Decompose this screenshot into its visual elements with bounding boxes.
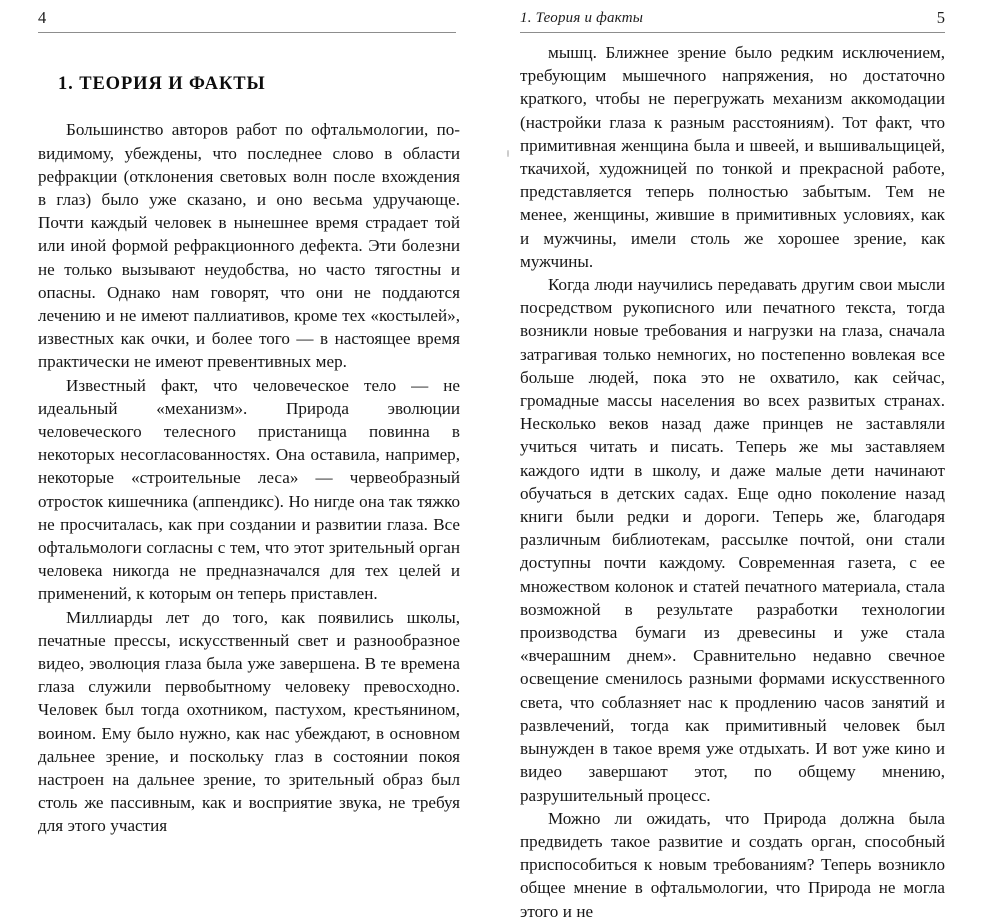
header-rule-right (520, 32, 945, 33)
paragraph: мышц. Ближнее зрение было редким исключением, требующим мышечного напряжения, но достаточно краткого, чтобы не перегружать механизм аккомодации (настройки глаза к разным расстояниям). Тот факт, что примитивная женщина была и швеей, и вышивальщицей, ткачихой, художницей по тонкой и прекрасной работе, представляется теперь полностью забытым. Тем не менее, женщины, жившие в примитивных условиях, как и мужчины, имели столь же хорошее зрение, как мужчины. (520, 43, 945, 271)
page-number-left: 4 (38, 8, 47, 27)
paragraph: Миллиарды лет до того, как появились школы, печатные прессы, искусственный свет и разнообразное видео, эволюция глаза была уже завершена. В те времена глаза служили первобытному человеку превосходно. Человек был тогда охотником, пастухом, крестьянином, воином. Ему было нужно, как нас убеждают, в основном дальнее зрение, и поскольку глаз в состоянии покоя настроен на дальнее зрение, то зрительный образ был столь же пассивным, как и восприятие звука, не требуя для этого участия (38, 607, 460, 836)
body-column-right (520, 41, 945, 923)
paragraph: Когда люди научились передавать другим свои мысли посредством рукописного или печатного текста, тогда возникли новые требования и нагрузки на глаза, сначала затрагивая только немногих, но постепенно вовлекая все больше людей, пока это не охватило, как сейчас, громадные массы населения во всех развитых странах. Несколько веков назад даже принцев не заставляли учиться читать и писать. Теперь же мы заставляем каждого идти в школу, и даже малые дети начинают обучаться в детских садах. Еще одно поколение назад книги были редки и дороги. Теперь же, благодаря различным библиотекам, рассылке почтой, они стали доступны почти каждому. Современная газета, с ее множеством колонок и статей печатного материала, стала возможной в результате разработки технологии производства бумаги из древесины и уже стала «вчерашним днем». Сравнительно недавно свечное освещение сменилось разными формами искусственного света, что соблазняет нас к продлению часов занятий и развлечений, тогда как примитивный человек был вынужден в такое время уже отдыхать. И вот уже кино и видео завершают этот, по общему мнению, разрушительный процесс. (520, 275, 945, 805)
paragraph: Можно ли ожидать, что Природа должна была предвидеть такое развитие и создать орган, способный приспособиться к новым требованиям? Теперь возникло общее мнение в офтальмологии, что Природа не могла этого и не (520, 808, 945, 921)
paragraph: Большинство авторов работ по офтальмологии, по-видимому, убеждены, что последнее слово в области рефракции (отклонения световых волн после вхождения в глаз) было уже сказано, и оно весьма удручающе. Почти каждый человек в нынешнее время страдает той или иной формой рефракционного дефекта. Эти болезни не только вызывают неудобства, но часто тягостны и опасны. Однако нам говорят, что они не поддаются лечению и не имеют паллиативов, кроме тех «костылей», известных как очки, и более того — в настоящее время практически не имеют превентивных мер. (38, 120, 460, 372)
running-head-title: 1. Теория и факты (520, 10, 644, 26)
running-head-right (520, 0, 945, 36)
paragraph: Известный факт, что человеческое тело — не идеальный «механизм». Природа эволюции человеческого телесного пристанища повинна в некоторых несогласованностях. Она оставила, например, некоторые «строительные леса» — червеобразный отросток кишечника (аппендикс). Но нигде она так тяжко не просчиталась, как при создании и развитии глаза. Все офтальмологи согласны с тем, что этот зрительный орган человека никогда не предназначался для тех целей и применений, к которым он теперь приставлен. (38, 375, 460, 604)
page-left (0, 0, 500, 836)
running-head-left (38, 0, 460, 36)
page-right (500, 0, 1000, 921)
scan-artifact-speck (507, 150, 509, 157)
header-rule-left (38, 32, 456, 33)
body-column-left (38, 118, 460, 837)
chapter-heading: 1. ТЕОРИЯ И ФАКТЫ (58, 74, 266, 94)
page-number-right: 5 (936, 8, 945, 27)
